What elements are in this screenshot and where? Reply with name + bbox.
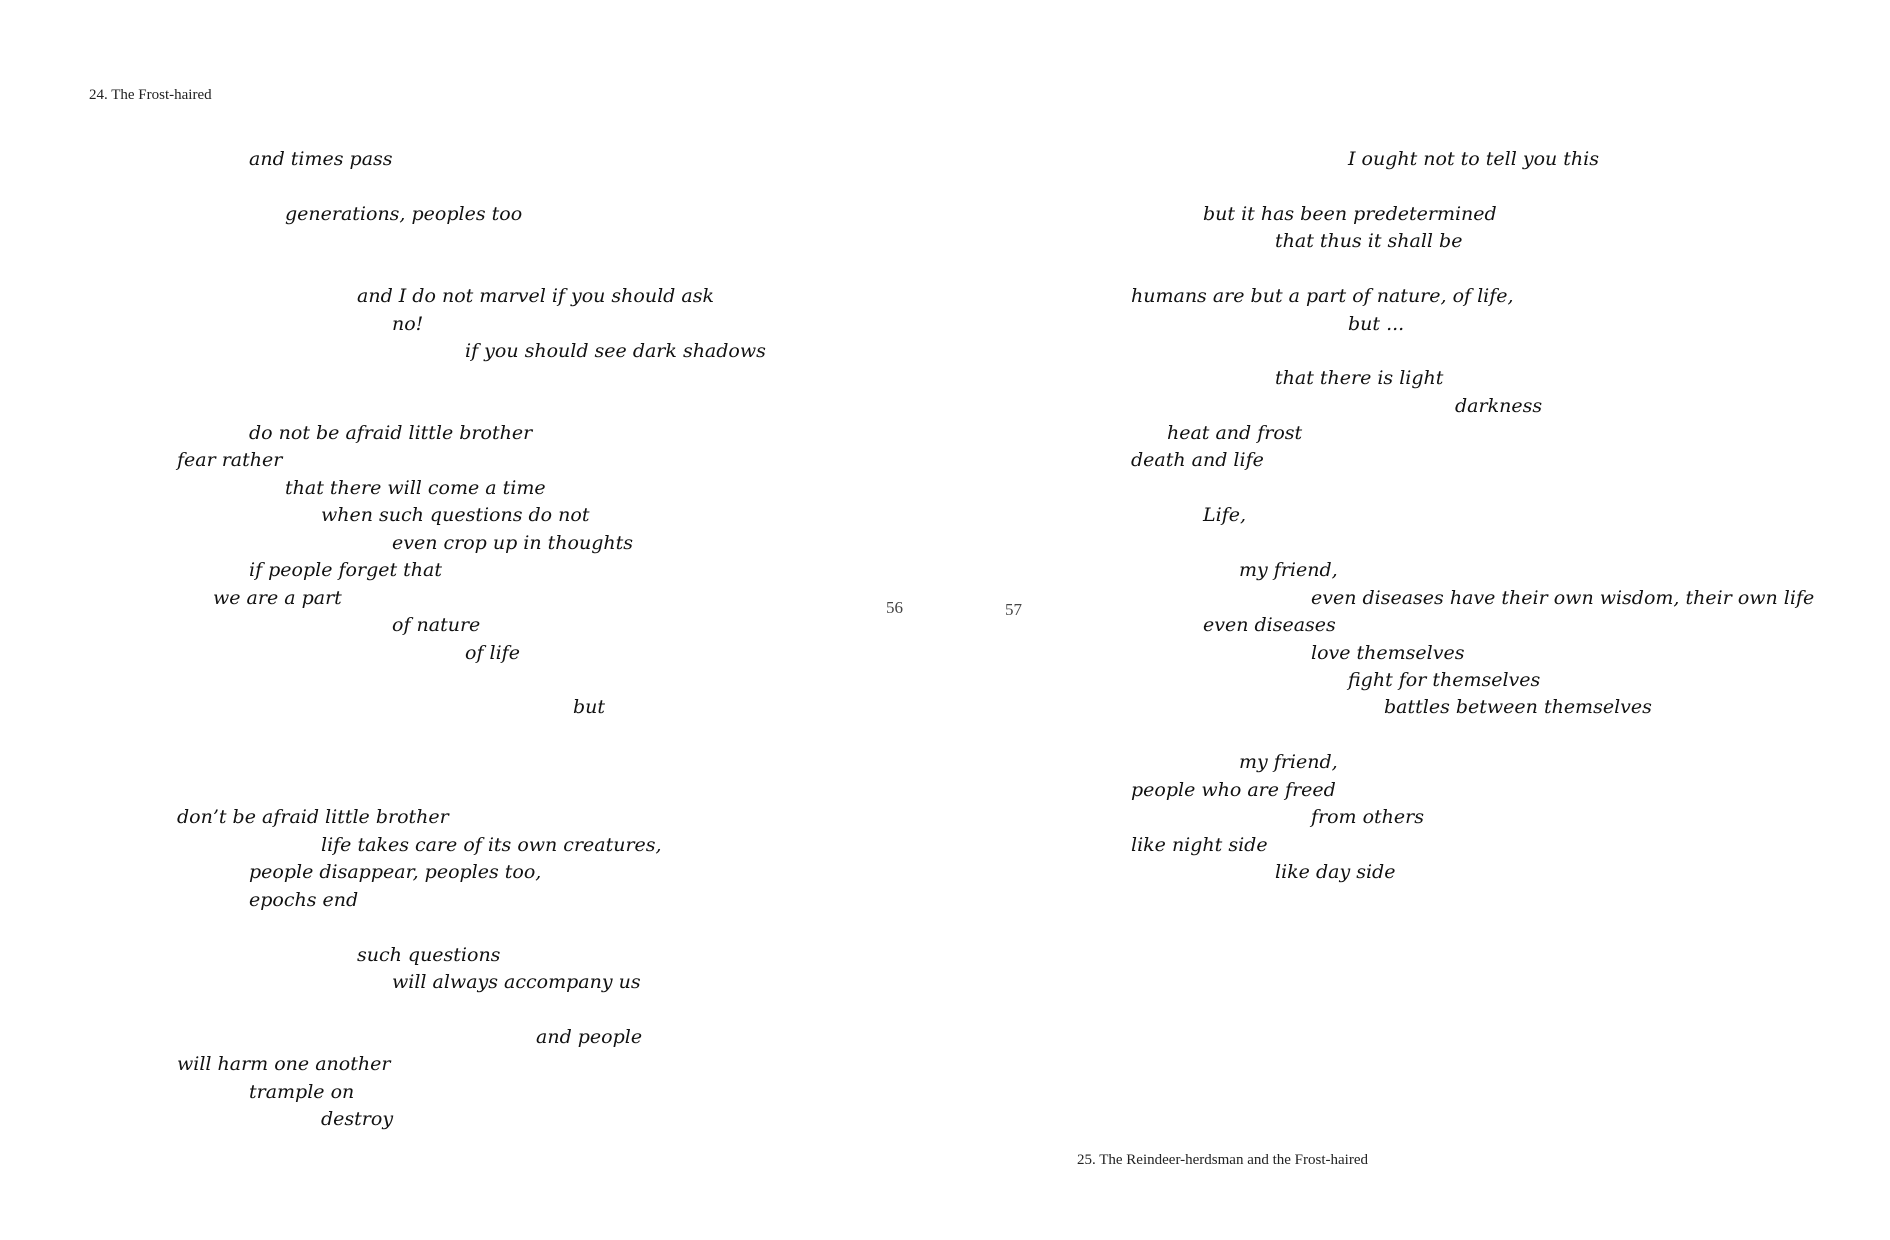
poem-line: my friend,: [1239, 751, 1338, 773]
poem-line: even diseases have their own wisdom, their own life: [1311, 587, 1815, 609]
poem-line: heat and frost: [1167, 422, 1303, 444]
poem-line: no!: [392, 313, 424, 335]
next-chapter-header: 25. The Reindeer-herdsman and the Frost-haired: [1077, 1152, 1368, 1168]
poem-line: fear rather: [177, 449, 283, 471]
poem-line: epochs end: [249, 889, 359, 911]
poem-line: and times pass: [249, 148, 393, 170]
poem-line: from others: [1311, 806, 1424, 828]
poem-line: that there is light: [1275, 367, 1444, 389]
poem-line: trample on: [249, 1081, 355, 1103]
poem-line: my friend,: [1239, 559, 1338, 581]
poem-line: like day side: [1275, 861, 1396, 883]
poem-line: will always accompany us: [392, 971, 641, 993]
poem-line: people who are freed: [1131, 779, 1336, 801]
poem-line: even crop up in thoughts: [392, 532, 633, 554]
page-number-left: 56: [886, 598, 903, 617]
poem-line: like night side: [1131, 834, 1268, 856]
poem-line: if people forget that: [249, 559, 442, 581]
poem-line: love themselves: [1311, 642, 1465, 664]
poem-line: I ought not to tell you this: [1348, 148, 1599, 170]
poem-line: even diseases: [1203, 614, 1336, 636]
poem-line: but: [573, 696, 606, 718]
poem-line: of life: [465, 642, 520, 664]
poem-line: will harm one another: [177, 1053, 391, 1075]
poem-line: don’t be afraid little brother: [177, 806, 449, 828]
poem-line: and I do not marvel if you should ask: [357, 285, 714, 307]
poem-line: destroy: [321, 1108, 394, 1130]
poem-line: and people: [536, 1026, 643, 1048]
poem-line: that thus it shall be: [1275, 230, 1463, 252]
chapter-header: 24. The Frost-haired: [89, 87, 212, 103]
poem-line: but ...: [1348, 313, 1405, 335]
poem-line: of nature: [392, 614, 481, 636]
poem-line: that there will come a time: [285, 477, 546, 499]
poem-line: humans are but a part of nature, of life,: [1131, 285, 1514, 307]
poem-line: life takes care of its own creatures,: [321, 834, 662, 856]
poem-line: do not be afraid little brother: [249, 422, 533, 444]
poem-line: people disappear, peoples too,: [249, 861, 542, 883]
poem-line: Life,: [1203, 504, 1247, 526]
poem-line: battles between themselves: [1384, 696, 1652, 718]
poem-line: fight for themselves: [1348, 669, 1541, 691]
poem-line: when such questions do not: [321, 504, 590, 526]
page-number-right: 57: [1005, 600, 1022, 619]
poem-line: such questions: [357, 944, 501, 966]
poem-line: darkness: [1455, 395, 1543, 417]
poem-line: death and life: [1131, 449, 1264, 471]
poem-line: generations, peoples too: [285, 203, 523, 225]
poem-line: we are a part: [213, 587, 342, 609]
poem-line: but it has been predetermined: [1203, 203, 1497, 225]
poem-line: if you should see dark shadows: [465, 340, 766, 362]
